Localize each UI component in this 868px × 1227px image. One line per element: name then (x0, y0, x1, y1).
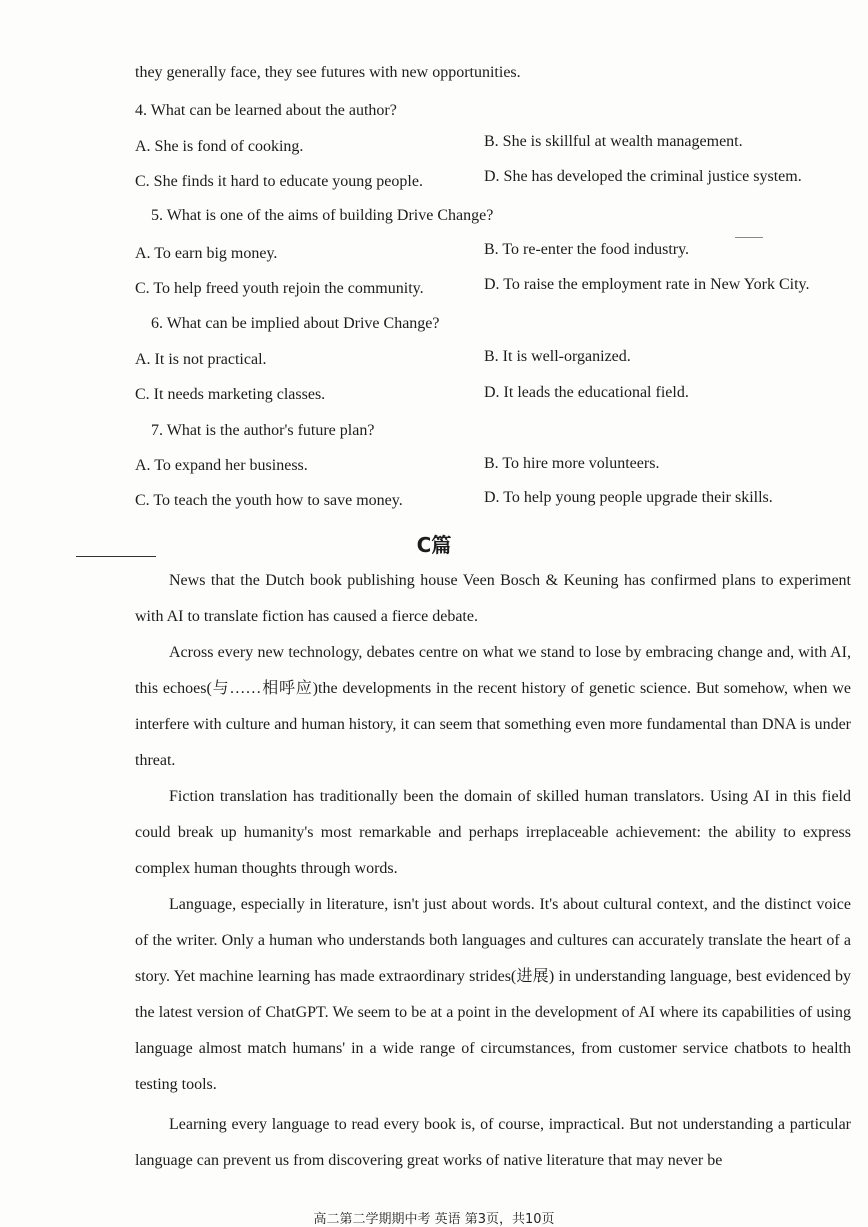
option-c: C. To help freed youth rejoin the community. (135, 280, 424, 297)
question-stem: 5. What is one of the aims of building Drive Change? (151, 207, 494, 224)
passage-paragraph: Fiction translation has traditionally been the domain of skilled human translators. Using AI in this field could break up humanity's most remarkable and perhaps irreplaceable achievement: the ability to express complex human thoughts through words. (135, 788, 851, 877)
option-c: C. She finds it hard to educate young people. (135, 173, 423, 190)
option-b: B. To hire more volunteers. (484, 455, 660, 472)
page-footer: 高二第二学期期中考 英语 第3页，共10页 (313, 1212, 555, 1227)
passage-paragraph: Learning every language to read every book is, of course, impractical. But not understanding a particular language can prevent us from discovering great works of native literature that may never be (135, 1116, 851, 1169)
passage-paragraph: Language, especially in literature, isn't just about words. It's about cultural context, and the distinct voice of the writer. Only a human who understands both languages and cultures can accurately translate the heart of a story. Yet machine learning has made extraordinary strides(进展) in understanding language, best evidenced by the latest version of ChatGPT. We seem to be at a point in the development of AI where its capabilities of using language almost match humans' in a wide range of circumstances, from customer service chatbots to health testing tools. (135, 896, 851, 1093)
scan-mark (735, 237, 763, 238)
option-c: C. To teach the youth how to save money. (135, 492, 403, 509)
passage-paragraph: News that the Dutch book publishing house Veen Bosch & Keuning has confirmed plans to experiment with AI to translate fiction has caused a fierce debate. (135, 572, 851, 625)
option-a: A. To expand her business. (135, 457, 308, 474)
option-a: A. To earn big money. (135, 245, 278, 262)
option-b: B. She is skillful at wealth management. (484, 133, 743, 150)
passage-paragraph: Across every new technology, debates centre on what we stand to lose by embracing change and, with AI, this echoes(与……相呼应)the developments in the recent history of genetic science. But somehow, when we interfere with culture and human history, it can seem that something even more fundamental than DNA is under threat. (135, 644, 851, 769)
option-d: D. To help young people upgrade their skills. (484, 489, 773, 506)
option-c: C. It needs marketing classes. (135, 386, 326, 403)
question-stem: 4. What can be learned about the author? (135, 102, 397, 119)
option-a: A. It is not practical. (135, 351, 267, 368)
option-d: D. It leads the educational field. (484, 384, 689, 401)
intro-line: they generally face, they see futures with new opportunities. (135, 64, 521, 81)
option-d: D. She has developed the criminal justice system. (484, 168, 802, 185)
section-title: C篇 (416, 533, 452, 557)
option-d: D. To raise the employment rate in New York City. (484, 276, 810, 293)
option-b: B. To re-enter the food industry. (484, 241, 690, 258)
option-b: B. It is well-organized. (484, 348, 631, 365)
option-a: A. She is fond of cooking. (135, 138, 304, 155)
question-stem: 7. What is the author's future plan? (151, 422, 375, 439)
question-stem: 6. What can be implied about Drive Change? (151, 315, 440, 332)
